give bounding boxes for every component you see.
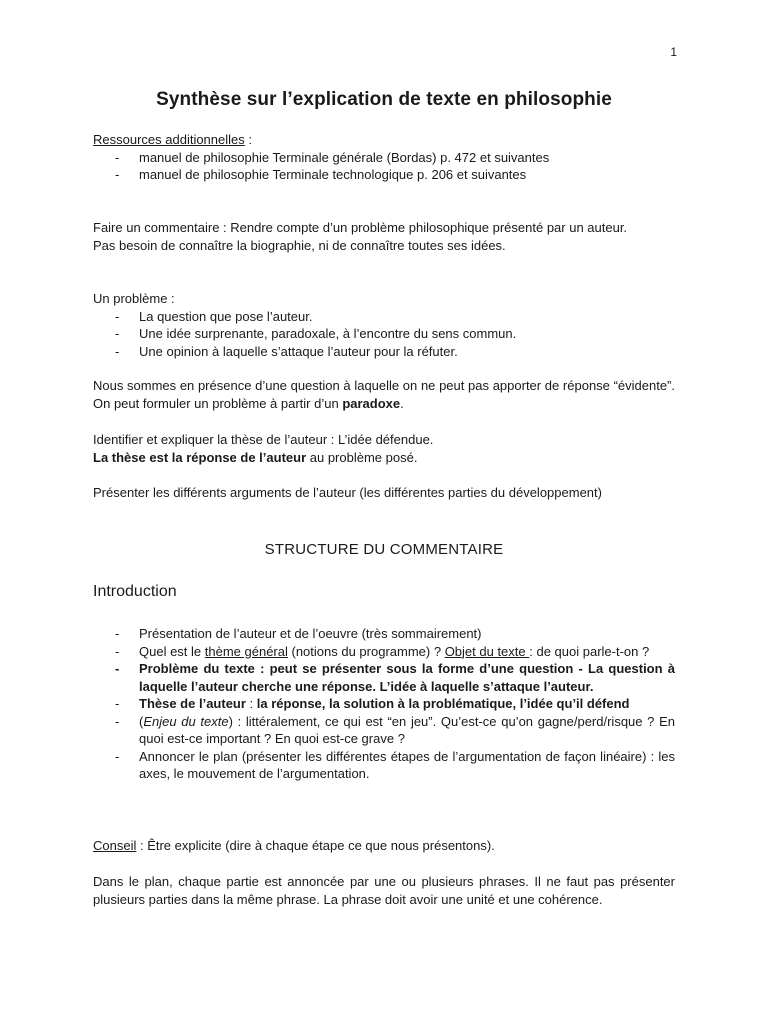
probleme-item: La question que pose l’auteur. xyxy=(139,308,313,324)
intro-item-objet-du-texte: Objet du texte xyxy=(444,643,530,659)
probleme-list xyxy=(93,308,675,361)
commentaire-line-2: Pas besoin de connaître la biographie, ni de connaître toutes ses idées. xyxy=(93,237,506,253)
these-paragraph xyxy=(93,431,675,466)
probleme-section xyxy=(93,290,675,360)
intro-item-enjeu-label: Enjeu du texte xyxy=(143,713,229,729)
presence-text: Nous sommes en présence d’une question à laquelle on ne peut pas apporter de réponse “évidente”. On peut formuler un problème à partir d’un xyxy=(93,378,675,411)
list-item xyxy=(93,643,675,661)
resources-list xyxy=(93,149,675,184)
intro-item-these-sep: : xyxy=(245,696,257,711)
resources-heading-suffix: : xyxy=(244,132,252,147)
commentaire-line-1: Faire un commentaire : Rendre compte d’un problème philosophique présenté par un auteur. xyxy=(93,220,628,235)
dash-marker: - xyxy=(115,167,120,182)
list-item xyxy=(93,748,675,783)
intro-item-theme-post: : de quoi parle-t-on ? xyxy=(529,643,650,659)
list-item xyxy=(93,660,675,695)
presence-end: . xyxy=(400,395,404,411)
intro-item-these-text: la réponse, la solution à la problématique, l’idée qu’il défend xyxy=(256,696,630,711)
dash-marker: - xyxy=(115,643,120,659)
probleme-item: Une idée surprenante, paradoxale, à l’encontre du sens commun. xyxy=(139,326,517,341)
probleme-heading: Un problème : xyxy=(93,291,175,306)
dash-marker: - xyxy=(115,149,120,165)
intro-item-theme-pre: Quel est le xyxy=(139,643,205,659)
dash-marker: - xyxy=(115,308,120,324)
list-item xyxy=(93,325,675,343)
intro-item-plan: Annoncer le plan (présenter les différentes étapes de l’argumentation de façon linéaire) : les axes, le mouvement de l’argumentation. xyxy=(139,748,675,781)
structure-heading: STRUCTURE DU COMMENTAIRE xyxy=(264,541,504,558)
dash-marker: - xyxy=(115,661,120,676)
resources-heading-line xyxy=(93,131,675,149)
list-item xyxy=(93,343,675,361)
intro-item-probleme: Problème du texte : peut se présenter sous la forme d’une question - La question à laquelle l’auteur cherche une réponse. L’idée à laquelle s’attaque l’auteur. xyxy=(139,661,675,694)
dash-marker: - xyxy=(115,713,120,729)
list-item xyxy=(93,713,675,748)
resource-item: manuel de philosophie Terminale générale (Bordas) p. 472 et suivantes xyxy=(139,149,550,165)
intro-item-theme-general: thème général xyxy=(204,643,288,659)
dash-marker: - xyxy=(115,326,120,341)
resources-section xyxy=(93,131,675,184)
intro-item-theme-mid: (notions du programme) ? xyxy=(287,643,445,659)
presence-paragraph xyxy=(93,377,675,412)
arguments-paragraph: Présenter les différents arguments de l’auteur (les différentes parties du développement) xyxy=(93,485,602,500)
dash-marker: - xyxy=(115,696,120,711)
intro-item-presentation: Présentation de l’auteur et de l’oeuvre (très sommairement) xyxy=(139,626,482,641)
dash-marker: - xyxy=(115,626,120,641)
conseil-paragraph xyxy=(93,837,675,855)
list-item xyxy=(93,308,675,326)
resource-item: manuel de philosophie Terminale technologique p. 206 et suivantes xyxy=(139,167,527,182)
commentaire-paragraph xyxy=(93,219,675,254)
conseil-text: : Être explicite (dire à chaque étape ce que nous présentons). xyxy=(136,838,495,853)
intro-item-these-label: Thèse de l’auteur xyxy=(139,696,246,711)
plan-paragraph: Dans le plan, chaque partie est annoncée par une ou plusieurs phrases. Il ne faut pas présenter plusieurs parties dans la même phrase. La phrase doit avoir une unité et une cohérence. xyxy=(93,874,675,907)
resources-heading: Ressources additionnelles xyxy=(93,132,245,147)
conseil-label: Conseil xyxy=(93,838,137,853)
these-line-2-bold: La thèse est la réponse de l’auteur xyxy=(93,449,307,465)
document-page xyxy=(93,0,675,1024)
these-line-2-rest: au problème posé. xyxy=(306,449,418,465)
document-title: Synthèse sur l’explication de texte en philosophie xyxy=(156,89,612,110)
page-number: 1 xyxy=(670,45,677,59)
intro-item-enjeu-pre: ( xyxy=(139,713,144,729)
presence-bold: paradoxe xyxy=(342,395,401,411)
these-line-2 xyxy=(93,449,675,467)
introduction-heading: Introduction xyxy=(93,583,177,600)
introduction-list xyxy=(93,625,675,783)
list-item xyxy=(93,149,675,167)
list-item xyxy=(93,166,675,184)
these-line-1: Identifier et expliquer la thèse de l’auteur : L’idée défendue. xyxy=(93,432,434,447)
dash-marker: - xyxy=(115,343,120,359)
probleme-item: Une opinion à laquelle s’attaque l’auteur pour la réfuter. xyxy=(139,343,458,359)
intro-item-enjeu-post: ) : littéralement, ce qui est “en jeu”. Qu’est-ce qu’on gagne/perd/risque ? En quoi est-ce important ? En quoi est-ce grave ? xyxy=(139,713,675,746)
list-item xyxy=(93,695,675,713)
dash-marker: - xyxy=(115,748,120,764)
introduction-section xyxy=(93,625,675,783)
list-item xyxy=(93,625,675,643)
